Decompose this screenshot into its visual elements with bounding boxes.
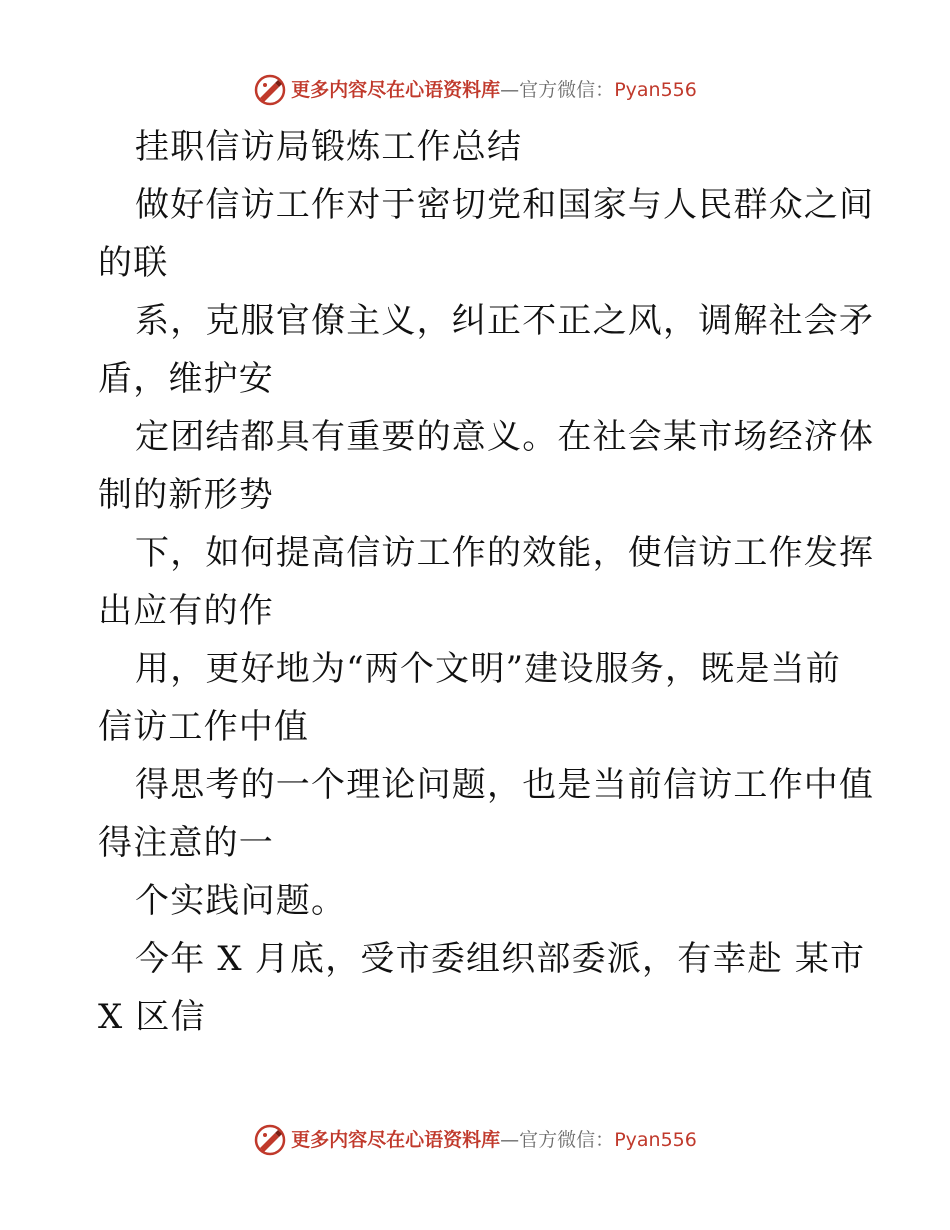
banner-wechat-label: 官方微信： — [519, 79, 615, 101]
banner-dash: — — [500, 79, 520, 101]
text-line: 下，如何提高信访工作的效能，使信访工作发挥 — [135, 533, 875, 573]
text-line: 做好信访工作对于密切党和国家与人民群众之间 — [135, 185, 875, 225]
banner-wechat-label: 官方微信： — [519, 1129, 615, 1151]
banner-wechat-id: Pyan556 — [614, 79, 697, 101]
text-line: 得思考的一个理论问题，也是当前信访工作中值 — [135, 765, 875, 805]
text-line: X 区信 — [98, 997, 206, 1037]
text-line: 制的新形势 — [98, 475, 274, 515]
banner-text — [291, 1120, 697, 1160]
banner-brand-text: 更多内容尽在心语资料库 — [291, 1129, 501, 1151]
text-line: 定团结都具有重要的意义。在社会某市场经济体 — [135, 417, 875, 457]
header-banner — [0, 70, 950, 110]
text-line: 信访工作中值 — [98, 707, 310, 747]
pen-logo-icon — [253, 1123, 287, 1157]
text-line: 出应有的作 — [98, 591, 274, 631]
banner-wechat-id: Pyan556 — [614, 1129, 697, 1151]
text-line: 得注意的一 — [98, 823, 274, 863]
banner-dash: — — [500, 1129, 520, 1151]
text-line: 个实践问题。 — [135, 881, 347, 921]
text-line: 今年 X 月底，受市委组织部委派，有幸赴 某市 — [135, 939, 866, 979]
footer-banner — [0, 1120, 950, 1160]
banner-text — [291, 70, 697, 110]
document-body — [98, 118, 875, 1046]
text-line: 盾，维护安 — [98, 359, 274, 399]
text-line: 用，更好地为“两个文明”建设服务，既是当前 — [135, 649, 841, 689]
pen-logo-icon — [253, 73, 287, 107]
banner-brand-text: 更多内容尽在心语资料库 — [291, 79, 501, 101]
text-line: 挂职信访局锻炼工作总结 — [135, 127, 523, 167]
text-line: 系，克服官僚主义，纠正不正之风，调解社会矛 — [135, 301, 875, 341]
text-line: 的联 — [98, 243, 169, 283]
